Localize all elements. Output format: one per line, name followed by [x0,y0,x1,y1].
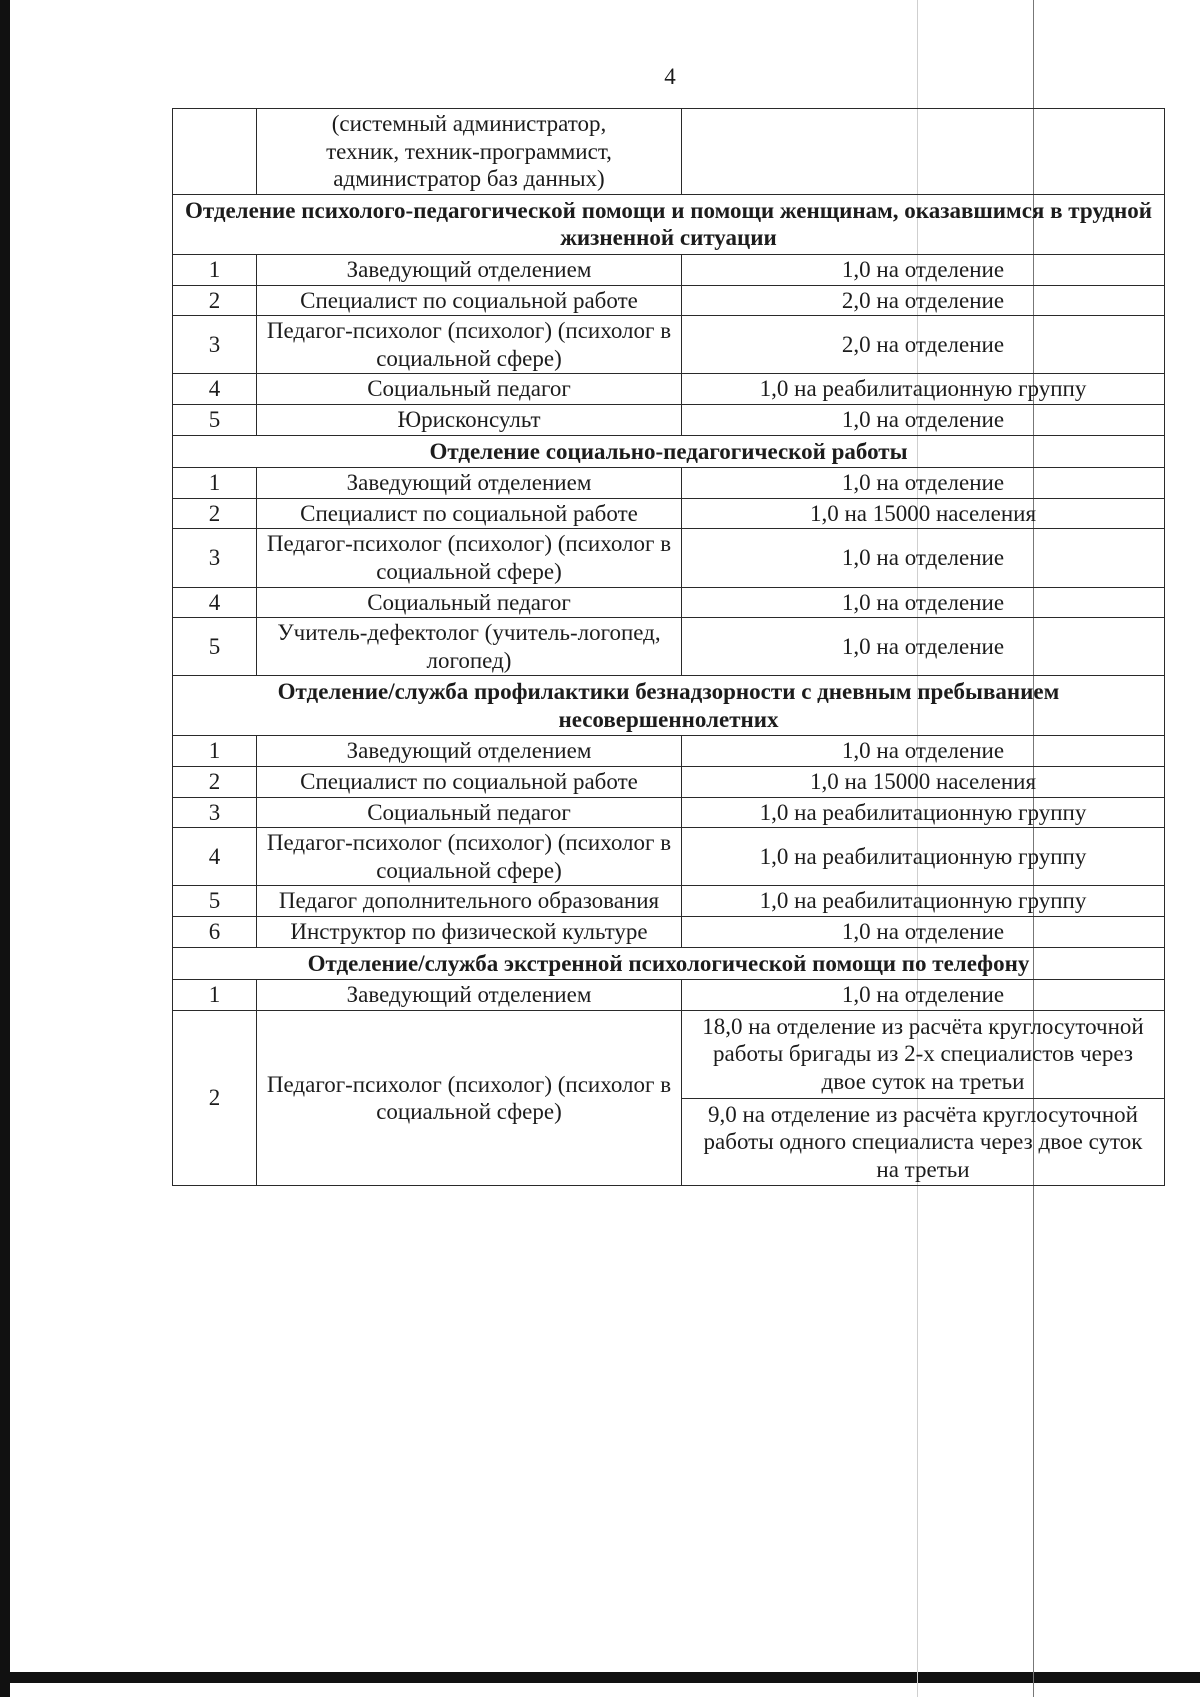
norm-cell: 1,0 на отделение [682,468,1165,499]
norm-part: 18,0 на отделение из расчёта круглосуточной работы бригады из 2-х специалистов через двое суток на третьи [702,1013,1144,1094]
position-cell: Заведующий отделением [257,980,682,1011]
row-number: 2 [173,767,257,798]
position-cell: Педагог-психолог (психолог) (психолог в социальной сфере) [257,316,682,374]
table-row [173,886,1165,917]
row-number: 3 [173,316,257,374]
section-title: Отделение/служба профилактики безнадзорности с дневным пребыванием несовершеннолетних [173,676,1165,736]
norm-cell: 1,0 на отделение [682,587,1165,618]
row-number: 2 [173,285,257,316]
table-row [173,285,1165,316]
table-row [173,917,1165,948]
position-cell: Социальный педагог [257,797,682,828]
norm-cell: 1,0 на реабилитационную группу [682,828,1165,886]
table-row [173,498,1165,529]
position-cell: Педагог-психолог (психолог) (психолог в социальной сфере) [257,1010,682,1186]
norm-cell: 1,0 на реабилитационную группу [682,886,1165,917]
norm-cell: 1,0 на отделение [682,980,1165,1011]
section-header-row [173,194,1165,254]
row-number: 4 [173,374,257,405]
table-row [173,980,1165,1011]
row-number: 2 [173,498,257,529]
table-row [173,404,1165,435]
table-row [173,797,1165,828]
row-number: 4 [173,587,257,618]
norm-cell [682,109,1165,195]
position-cell: Педагог-психолог (психолог) (психолог в социальной сфере) [257,529,682,587]
position-cell: Заведующий отделением [257,736,682,767]
norm-cell: 1,0 на отделение [682,254,1165,285]
norm-cell-split [682,1010,1165,1186]
position-cell: Социальный педагог [257,587,682,618]
table-row [173,587,1165,618]
section-header-row [173,947,1165,980]
table-row [173,374,1165,405]
section-title: Отделение психолого-педагогической помощи и помощи женщинам, оказавшимся в трудной жизненной ситуации [173,194,1165,254]
position-cell: Юрисконсульт [257,404,682,435]
position-cell: Заведующий отделением [257,468,682,499]
section-header-row [173,435,1165,468]
row-number: 6 [173,917,257,948]
norm-cell: 1,0 на реабилитационную группу [682,374,1165,405]
norm-cell: 1,0 на отделение [682,736,1165,767]
position-cell: Учитель-дефектолог (учитель-логопед, логопед) [257,618,682,676]
position-cell [257,109,682,195]
table-row [173,254,1165,285]
norm-cell: 2,0 на отделение [682,316,1165,374]
table-row [173,618,1165,676]
table-row [173,316,1165,374]
table-row [173,828,1165,886]
row-number: 5 [173,886,257,917]
row-number: 5 [173,404,257,435]
row-number: 4 [173,828,257,886]
section-title: Отделение/служба экстренной психологической помощи по телефону [173,947,1165,980]
row-number [173,109,257,195]
position-cell: Педагог-психолог (психолог) (психолог в социальной сфере) [257,828,682,886]
row-number: 1 [173,254,257,285]
norm-cell: 1,0 на отделение [682,618,1165,676]
scan-left-edge [0,0,10,1697]
norm-cell: 1,0 на 15000 населения [682,498,1165,529]
row-number: 5 [173,618,257,676]
position-cell: Специалист по социальной работе [257,767,682,798]
position-cell: Инструктор по физической культуре [257,917,682,948]
position-line: (системный администратор, [331,111,607,136]
position-cell: Специалист по социальной работе [257,285,682,316]
page-number: 4 [664,64,676,89]
row-number: 2 [173,1010,257,1186]
row-number: 3 [173,797,257,828]
row-number: 1 [173,468,257,499]
table-row [173,1010,1165,1186]
position-cell: Заведующий отделением [257,254,682,285]
section-header-row [173,676,1165,736]
row-number: 3 [173,529,257,587]
table-row [173,529,1165,587]
table-row [173,109,1165,195]
staffing-table [172,108,1165,1186]
position-line: техник, техник-программист, [326,138,612,164]
position-cell: Социальный педагог [257,374,682,405]
norm-cell: 1,0 на отделение [682,917,1165,948]
scan-bottom-edge [0,1672,1200,1683]
position-cell: Специалист по социальной работе [257,498,682,529]
position-cell: Педагог дополнительного образования [257,886,682,917]
table-row [173,468,1165,499]
row-number: 1 [173,980,257,1011]
position-line: администратор баз данных) [333,166,605,192]
norm-part: 9,0 на отделение из расчёта круглосуточной работы одного специалиста через двое суток на третьи [682,1098,1164,1186]
section-title: Отделение социально-педагогической работы [173,435,1165,468]
table-row [173,767,1165,798]
staffing-table-body [173,109,1165,1186]
norm-cell: 1,0 на реабилитационную группу [682,797,1165,828]
row-number: 1 [173,736,257,767]
norm-cell: 1,0 на 15000 населения [682,767,1165,798]
norm-cell: 1,0 на отделение [682,404,1165,435]
table-row [173,736,1165,767]
norm-cell: 2,0 на отделение [682,285,1165,316]
norm-cell: 1,0 на отделение [682,529,1165,587]
